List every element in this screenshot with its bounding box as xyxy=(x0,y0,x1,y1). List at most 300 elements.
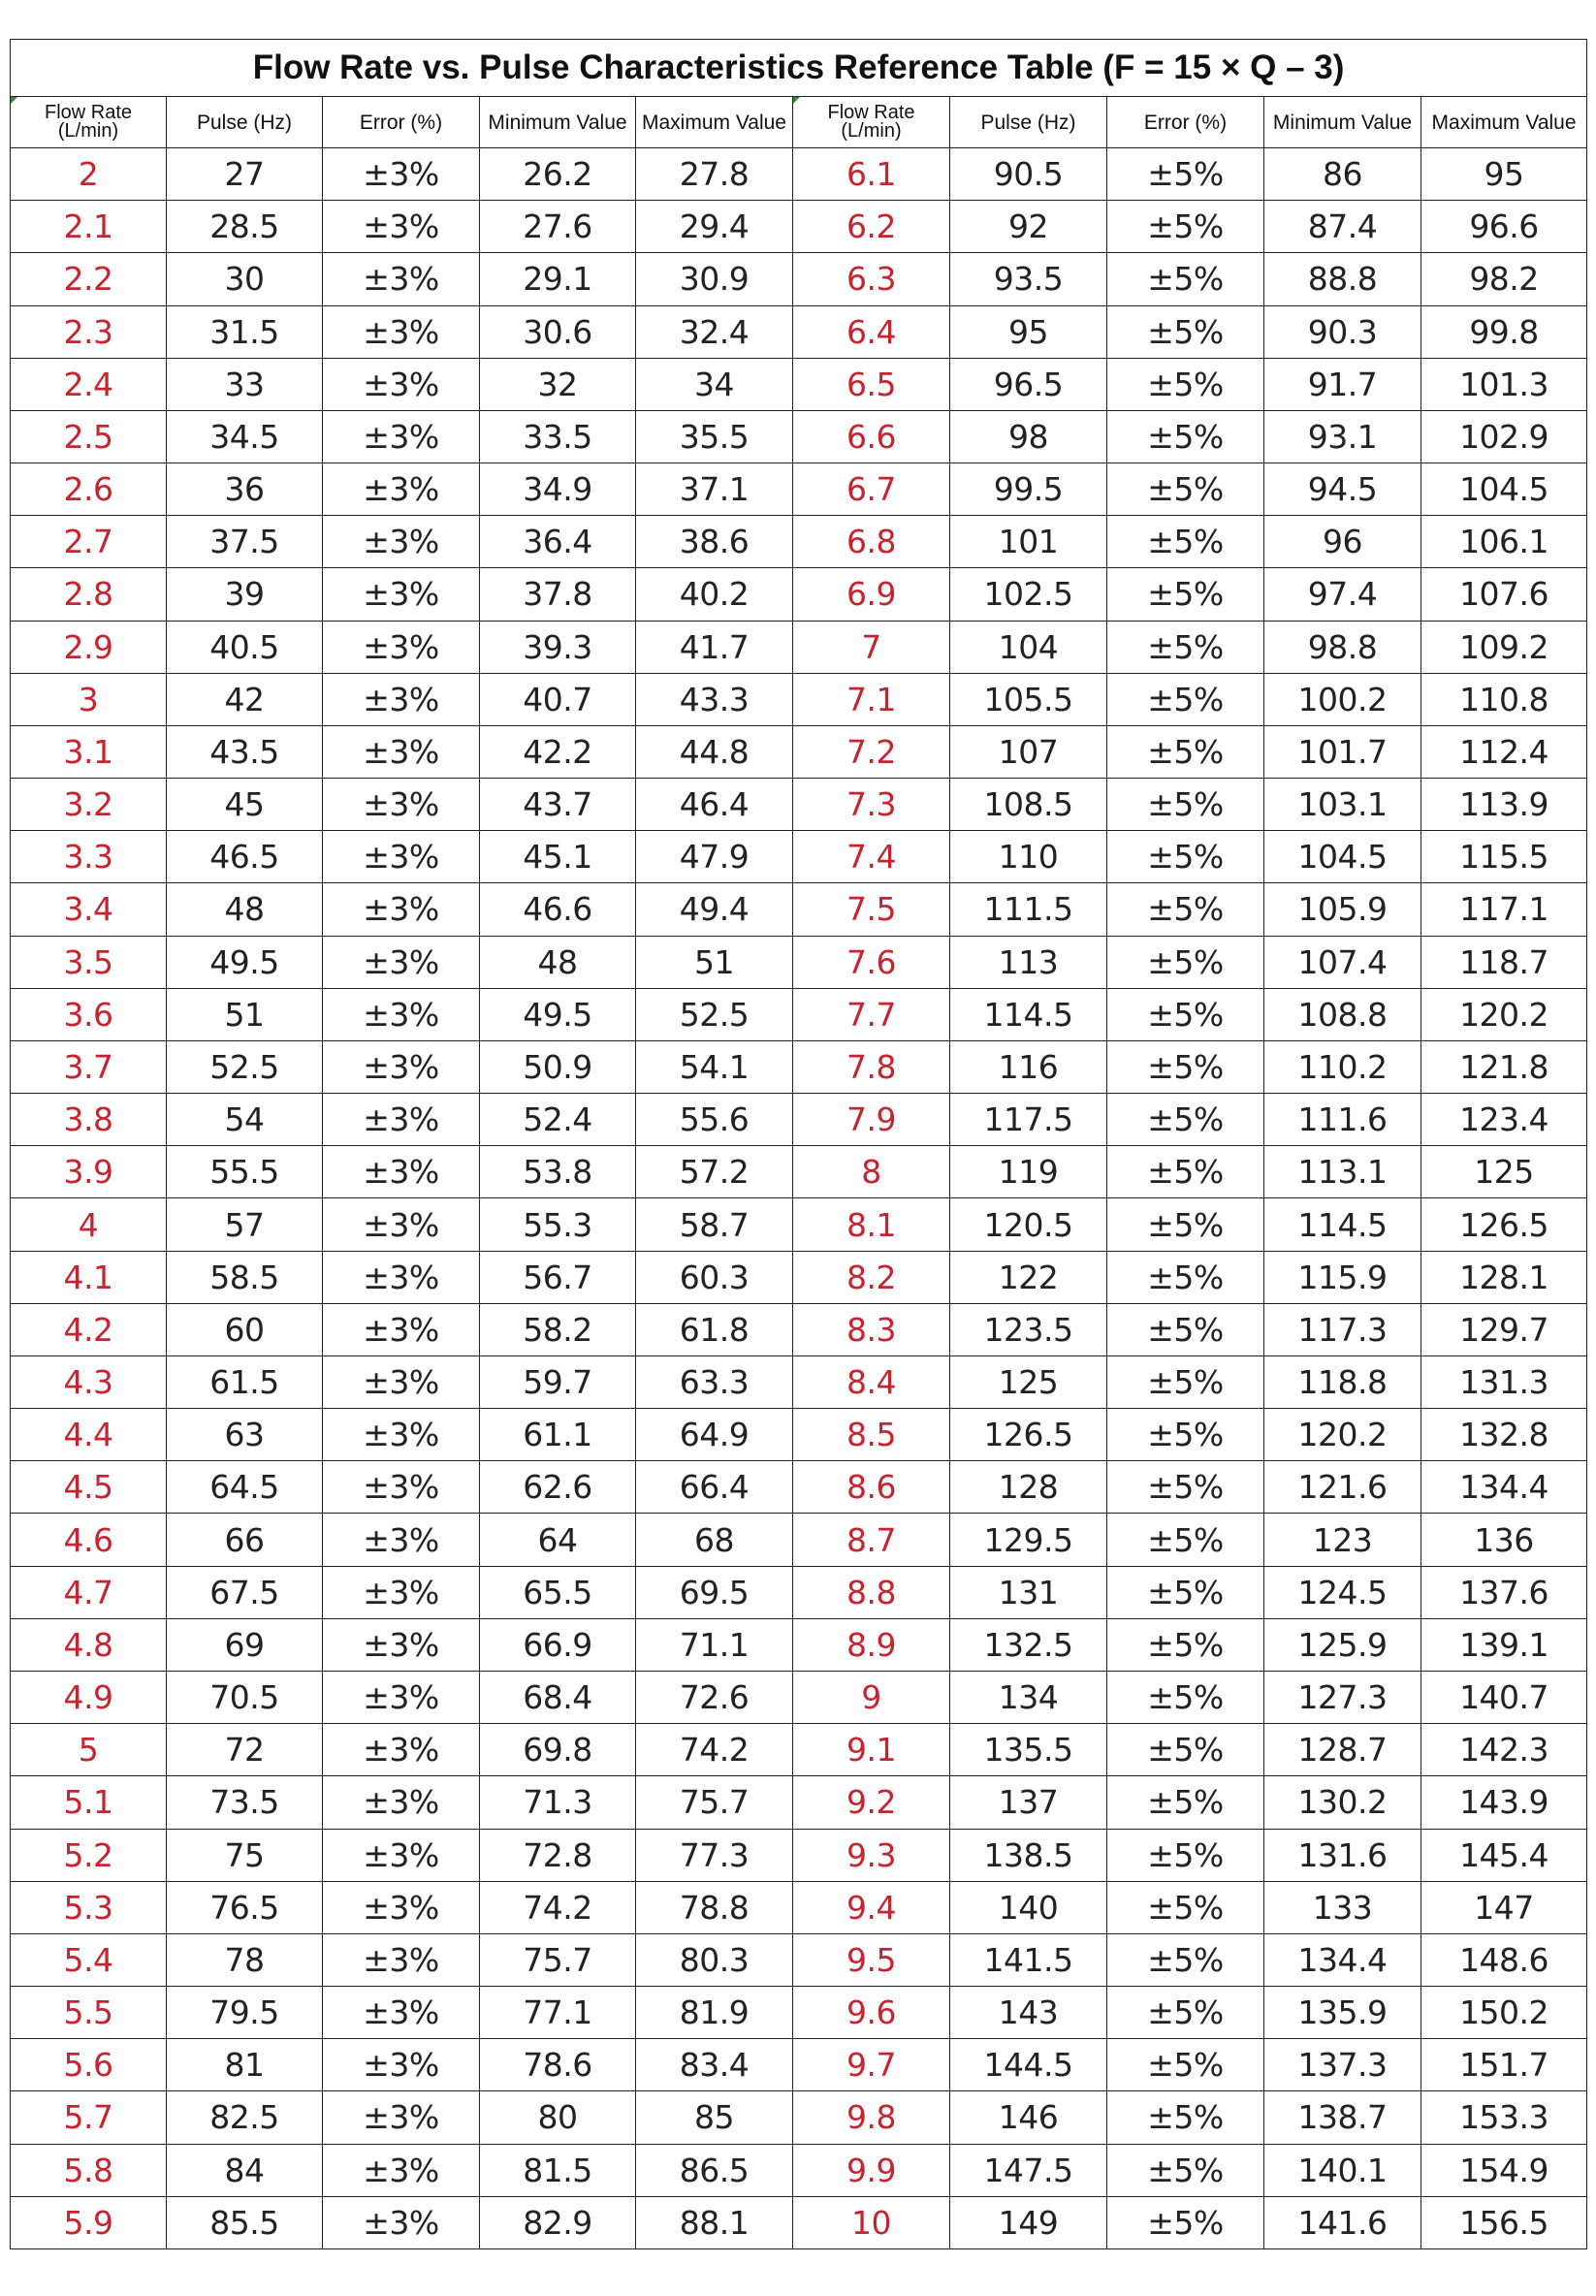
table-row xyxy=(11,1514,1587,1566)
flow-rate-cell-left: 2.9 xyxy=(11,621,167,673)
maximum-cell-left: 72.6 xyxy=(636,1671,793,1723)
flow-rate-cell-right: 10 xyxy=(793,2196,950,2248)
pulse-cell-right: 147.5 xyxy=(950,2144,1107,2196)
pulse-cell-right: 116 xyxy=(950,1040,1107,1093)
maximum-cell-left: 30.9 xyxy=(636,253,793,305)
error-cell-left: ±3% xyxy=(323,621,480,673)
minimum-cell-left: 46.6 xyxy=(480,883,636,936)
minimum-cell-left: 71.3 xyxy=(480,1776,636,1829)
flow-rate-cell-right: 8.4 xyxy=(793,1355,950,1408)
pulse-cell-left: 34.5 xyxy=(167,410,323,462)
maximum-cell-left: 44.8 xyxy=(636,725,793,778)
maximum-cell-left: 68 xyxy=(636,1514,793,1566)
error-cell-left: ±3% xyxy=(323,253,480,305)
error-cell-right: ±5% xyxy=(1107,1146,1264,1198)
minimum-cell-right: 133 xyxy=(1264,1881,1421,1933)
maximum-cell-left: 47.9 xyxy=(636,831,793,883)
error-cell-right: ±5% xyxy=(1107,305,1264,358)
maximum-cell-left: 46.4 xyxy=(636,779,793,831)
minimum-cell-left: 27.6 xyxy=(480,201,636,253)
pulse-cell-right: 135.5 xyxy=(950,1724,1107,1776)
error-cell-left: ±3% xyxy=(323,516,480,568)
maximum-cell-left: 66.4 xyxy=(636,1461,793,1514)
minimum-cell-right: 131.6 xyxy=(1264,1829,1421,1881)
error-cell-right: ±5% xyxy=(1107,568,1264,621)
error-cell-left: ±3% xyxy=(323,1355,480,1408)
pulse-cell-right: 98 xyxy=(950,410,1107,462)
flow-rate-cell-right: 7 xyxy=(793,621,950,673)
error-cell-right: ±5% xyxy=(1107,2144,1264,2196)
maximum-cell-right: 106.1 xyxy=(1421,516,1587,568)
error-cell-right: ±5% xyxy=(1107,936,1264,988)
flow-rate-cell-right: 7.2 xyxy=(793,725,950,778)
pulse-cell-right: 131 xyxy=(950,1566,1107,1618)
flow-rate-cell-right: 8.7 xyxy=(793,1514,950,1566)
minimum-cell-right: 134.4 xyxy=(1264,1933,1421,1986)
header-flow-rate-right: Flow Rate (L/min) xyxy=(793,97,950,148)
maximum-cell-left: 60.3 xyxy=(636,1251,793,1303)
flow-rate-cell-right: 7.4 xyxy=(793,831,950,883)
flow-rate-cell-right: 8.1 xyxy=(793,1198,950,1251)
table-row xyxy=(11,779,1587,831)
pulse-cell-left: 27 xyxy=(167,148,323,201)
maximum-cell-left: 51 xyxy=(636,936,793,988)
maximum-cell-left: 32.4 xyxy=(636,305,793,358)
maximum-cell-right: 129.7 xyxy=(1421,1303,1587,1355)
error-cell-right: ±5% xyxy=(1107,2196,1264,2248)
error-cell-right: ±5% xyxy=(1107,725,1264,778)
minimum-cell-right: 130.2 xyxy=(1264,1776,1421,1829)
maximum-cell-left: 52.5 xyxy=(636,988,793,1040)
error-cell-left: ±3% xyxy=(323,1094,480,1146)
pulse-cell-left: 40.5 xyxy=(167,621,323,673)
maximum-cell-left: 27.8 xyxy=(636,148,793,201)
minimum-cell-left: 48 xyxy=(480,936,636,988)
table-row xyxy=(11,1251,1587,1303)
flow-rate-cell-left: 4 xyxy=(11,1198,167,1251)
error-cell-left: ±3% xyxy=(323,2144,480,2196)
maximum-cell-right: 120.2 xyxy=(1421,988,1587,1040)
table-row xyxy=(11,516,1587,568)
error-cell-left: ±3% xyxy=(323,1409,480,1461)
header-minimum-left: Minimum Value xyxy=(480,97,636,148)
maximum-cell-left: 54.1 xyxy=(636,1040,793,1093)
minimum-cell-right: 127.3 xyxy=(1264,1671,1421,1723)
error-cell-left: ±3% xyxy=(323,201,480,253)
table-row xyxy=(11,831,1587,883)
flow-rate-cell-right: 6.6 xyxy=(793,410,950,462)
pulse-cell-left: 78 xyxy=(167,1933,323,1986)
pulse-cell-right: 126.5 xyxy=(950,1409,1107,1461)
error-cell-right: ±5% xyxy=(1107,463,1264,516)
flow-rate-cell-right: 9.7 xyxy=(793,2039,950,2091)
pulse-cell-right: 141.5 xyxy=(950,1933,1107,1986)
error-cell-left: ±3% xyxy=(323,1829,480,1881)
maximum-cell-right: 110.8 xyxy=(1421,673,1587,725)
minimum-cell-right: 110.2 xyxy=(1264,1040,1421,1093)
minimum-cell-right: 141.6 xyxy=(1264,2196,1421,2248)
maximum-cell-right: 117.1 xyxy=(1421,883,1587,936)
flow-rate-cell-left: 2.4 xyxy=(11,358,167,410)
maximum-cell-left: 71.1 xyxy=(636,1618,793,1671)
flow-rate-cell-left: 4.6 xyxy=(11,1514,167,1566)
error-cell-left: ±3% xyxy=(323,1618,480,1671)
maximum-cell-left: 37.1 xyxy=(636,463,793,516)
flow-rate-cell-left: 4.2 xyxy=(11,1303,167,1355)
error-cell-left: ±3% xyxy=(323,936,480,988)
minimum-cell-right: 114.5 xyxy=(1264,1198,1421,1251)
error-cell-right: ±5% xyxy=(1107,1933,1264,1986)
pulse-cell-right: 129.5 xyxy=(950,1514,1107,1566)
pulse-cell-left: 31.5 xyxy=(167,305,323,358)
minimum-cell-left: 30.6 xyxy=(480,305,636,358)
minimum-cell-right: 103.1 xyxy=(1264,779,1421,831)
error-cell-right: ±5% xyxy=(1107,1198,1264,1251)
maximum-cell-right: 102.9 xyxy=(1421,410,1587,462)
flow-rate-cell-right: 9.6 xyxy=(793,1987,950,2039)
error-cell-left: ±3% xyxy=(323,1776,480,1829)
flow-rate-cell-right: 8.6 xyxy=(793,1461,950,1514)
flow-rate-cell-left: 5 xyxy=(11,1724,167,1776)
table-row xyxy=(11,1355,1587,1408)
error-cell-left: ±3% xyxy=(323,1146,480,1198)
table-row xyxy=(11,725,1587,778)
maximum-cell-right: 99.8 xyxy=(1421,305,1587,358)
error-cell-right: ±5% xyxy=(1107,1040,1264,1093)
minimum-cell-left: 49.5 xyxy=(480,988,636,1040)
table-row xyxy=(11,1724,1587,1776)
minimum-cell-left: 39.3 xyxy=(480,621,636,673)
maximum-cell-left: 88.1 xyxy=(636,2196,793,2248)
table-row xyxy=(11,253,1587,305)
maximum-cell-right: 136 xyxy=(1421,1514,1587,1566)
flow-rate-cell-left: 4.8 xyxy=(11,1618,167,1671)
flow-rate-cell-right: 8 xyxy=(793,1146,950,1198)
error-cell-right: ±5% xyxy=(1107,2039,1264,2091)
error-cell-left: ±3% xyxy=(323,2091,480,2144)
maximum-cell-right: 140.7 xyxy=(1421,1671,1587,1723)
pulse-cell-right: 125 xyxy=(950,1355,1107,1408)
pulse-cell-left: 45 xyxy=(167,779,323,831)
pulse-cell-right: 120.5 xyxy=(950,1198,1107,1251)
flow-rate-cell-right: 6.4 xyxy=(793,305,950,358)
minimum-cell-right: 115.9 xyxy=(1264,1251,1421,1303)
flow-rate-cell-right: 6.9 xyxy=(793,568,950,621)
maximum-cell-left: 34 xyxy=(636,358,793,410)
pulse-cell-right: 146 xyxy=(950,2091,1107,2144)
flow-rate-cell-right: 9.4 xyxy=(793,1881,950,1933)
flow-rate-cell-right: 9.8 xyxy=(793,2091,950,2144)
maximum-cell-right: 131.3 xyxy=(1421,1355,1587,1408)
maximum-cell-right: 109.2 xyxy=(1421,621,1587,673)
minimum-cell-left: 56.7 xyxy=(480,1251,636,1303)
flow-rate-cell-left: 3.6 xyxy=(11,988,167,1040)
table-title: Flow Rate vs. Pulse Characteristics Reference Table (F = 15 × Q – 3) xyxy=(11,40,1587,97)
maximum-cell-left: 58.7 xyxy=(636,1198,793,1251)
minimum-cell-right: 120.2 xyxy=(1264,1409,1421,1461)
flow-rate-cell-right: 8.2 xyxy=(793,1251,950,1303)
pulse-cell-left: 39 xyxy=(167,568,323,621)
reference-table xyxy=(10,39,1587,2249)
table-row xyxy=(11,568,1587,621)
flow-rate-cell-left: 3.9 xyxy=(11,1146,167,1198)
minimum-cell-left: 32 xyxy=(480,358,636,410)
pulse-cell-left: 55.5 xyxy=(167,1146,323,1198)
pulse-cell-left: 67.5 xyxy=(167,1566,323,1618)
error-cell-right: ±5% xyxy=(1107,410,1264,462)
error-cell-right: ±5% xyxy=(1107,148,1264,201)
minimum-cell-left: 64 xyxy=(480,1514,636,1566)
table-row xyxy=(11,1094,1587,1146)
maximum-cell-right: 145.4 xyxy=(1421,1829,1587,1881)
error-cell-right: ±5% xyxy=(1107,779,1264,831)
minimum-cell-left: 34.9 xyxy=(480,463,636,516)
maximum-cell-left: 78.8 xyxy=(636,1881,793,1933)
pulse-cell-right: 119 xyxy=(950,1146,1107,1198)
header-error-left: Error (%) xyxy=(323,97,480,148)
flow-rate-cell-left: 3.8 xyxy=(11,1094,167,1146)
flow-rate-cell-left: 5.6 xyxy=(11,2039,167,2091)
pulse-cell-right: 96.5 xyxy=(950,358,1107,410)
error-cell-right: ±5% xyxy=(1107,1514,1264,1566)
maximum-cell-left: 40.2 xyxy=(636,568,793,621)
error-cell-right: ±5% xyxy=(1107,988,1264,1040)
table-row xyxy=(11,988,1587,1040)
flow-rate-cell-right: 9.1 xyxy=(793,1724,950,1776)
flow-rate-cell-right: 8.8 xyxy=(793,1566,950,1618)
minimum-cell-left: 82.9 xyxy=(480,2196,636,2248)
flow-rate-cell-left: 5.1 xyxy=(11,1776,167,1829)
pulse-cell-right: 128 xyxy=(950,1461,1107,1514)
error-cell-left: ±3% xyxy=(323,148,480,201)
table-row xyxy=(11,621,1587,673)
minimum-cell-right: 117.3 xyxy=(1264,1303,1421,1355)
maximum-cell-left: 41.7 xyxy=(636,621,793,673)
maximum-cell-right: 143.9 xyxy=(1421,1776,1587,1829)
maximum-cell-right: 115.5 xyxy=(1421,831,1587,883)
maximum-cell-right: 142.3 xyxy=(1421,1724,1587,1776)
pulse-cell-right: 134 xyxy=(950,1671,1107,1723)
pulse-cell-left: 30 xyxy=(167,253,323,305)
minimum-cell-left: 26.2 xyxy=(480,148,636,201)
flow-rate-cell-right: 7.8 xyxy=(793,1040,950,1093)
table-row xyxy=(11,1461,1587,1514)
maximum-cell-left: 86.5 xyxy=(636,2144,793,2196)
table-row xyxy=(11,1671,1587,1723)
flow-rate-cell-right: 7.1 xyxy=(793,673,950,725)
error-cell-right: ±5% xyxy=(1107,1566,1264,1618)
maximum-cell-right: 154.9 xyxy=(1421,2144,1587,2196)
error-cell-left: ±3% xyxy=(323,568,480,621)
pulse-cell-left: 66 xyxy=(167,1514,323,1566)
error-cell-left: ±3% xyxy=(323,1671,480,1723)
minimum-cell-left: 42.2 xyxy=(480,725,636,778)
pulse-cell-left: 73.5 xyxy=(167,1776,323,1829)
flow-rate-cell-right: 8.9 xyxy=(793,1618,950,1671)
pulse-cell-left: 81 xyxy=(167,2039,323,2091)
table-row xyxy=(11,1776,1587,1829)
table-row xyxy=(11,2091,1587,2144)
flow-rate-cell-right: 8.5 xyxy=(793,1409,950,1461)
error-cell-left: ±3% xyxy=(323,463,480,516)
flow-rate-cell-right: 6.8 xyxy=(793,516,950,568)
error-cell-left: ±3% xyxy=(323,1461,480,1514)
maximum-cell-left: 74.2 xyxy=(636,1724,793,1776)
table-row xyxy=(11,410,1587,462)
table-row xyxy=(11,1618,1587,1671)
table-row xyxy=(11,463,1587,516)
maximum-cell-right: 96.6 xyxy=(1421,201,1587,253)
error-cell-right: ±5% xyxy=(1107,201,1264,253)
flow-rate-cell-left: 5.7 xyxy=(11,2091,167,2144)
flow-rate-cell-right: 6.1 xyxy=(793,148,950,201)
table-row xyxy=(11,148,1587,201)
table-row xyxy=(11,1198,1587,1251)
minimum-cell-right: 138.7 xyxy=(1264,2091,1421,2144)
maximum-cell-right: 134.4 xyxy=(1421,1461,1587,1514)
minimum-cell-left: 50.9 xyxy=(480,1040,636,1093)
minimum-cell-left: 69.8 xyxy=(480,1724,636,1776)
minimum-cell-right: 111.6 xyxy=(1264,1094,1421,1146)
maximum-cell-right: 151.7 xyxy=(1421,2039,1587,2091)
pulse-cell-left: 61.5 xyxy=(167,1355,323,1408)
maximum-cell-right: 107.6 xyxy=(1421,568,1587,621)
pulse-cell-left: 69 xyxy=(167,1618,323,1671)
maximum-cell-right: 153.3 xyxy=(1421,2091,1587,2144)
error-cell-right: ±5% xyxy=(1107,621,1264,673)
pulse-cell-left: 70.5 xyxy=(167,1671,323,1723)
error-cell-right: ±5% xyxy=(1107,253,1264,305)
error-cell-right: ±5% xyxy=(1107,1881,1264,1933)
pulse-cell-left: 43.5 xyxy=(167,725,323,778)
error-cell-right: ±5% xyxy=(1107,1829,1264,1881)
flow-rate-cell-left: 4.5 xyxy=(11,1461,167,1514)
maximum-cell-left: 57.2 xyxy=(636,1146,793,1198)
maximum-cell-left: 49.4 xyxy=(636,883,793,936)
pulse-cell-right: 104 xyxy=(950,621,1107,673)
minimum-cell-right: 104.5 xyxy=(1264,831,1421,883)
minimum-cell-right: 123 xyxy=(1264,1514,1421,1566)
flow-rate-cell-right: 7.6 xyxy=(793,936,950,988)
table-row xyxy=(11,673,1587,725)
maximum-cell-left: 80.3 xyxy=(636,1933,793,1986)
minimum-cell-right: 107.4 xyxy=(1264,936,1421,988)
pulse-cell-left: 37.5 xyxy=(167,516,323,568)
pulse-cell-left: 51 xyxy=(167,988,323,1040)
flow-rate-cell-left: 4.1 xyxy=(11,1251,167,1303)
minimum-cell-right: 128.7 xyxy=(1264,1724,1421,1776)
pulse-cell-left: 82.5 xyxy=(167,2091,323,2144)
minimum-cell-right: 105.9 xyxy=(1264,883,1421,936)
error-cell-left: ±3% xyxy=(323,1303,480,1355)
error-cell-right: ±5% xyxy=(1107,1776,1264,1829)
minimum-cell-left: 81.5 xyxy=(480,2144,636,2196)
pulse-cell-right: 111.5 xyxy=(950,883,1107,936)
flow-rate-cell-left: 3.2 xyxy=(11,779,167,831)
maximum-cell-left: 64.9 xyxy=(636,1409,793,1461)
table-row xyxy=(11,1146,1587,1198)
maximum-cell-right: 148.6 xyxy=(1421,1933,1587,1986)
minimum-cell-right: 124.5 xyxy=(1264,1566,1421,1618)
error-cell-right: ±5% xyxy=(1107,831,1264,883)
maximum-cell-right: 123.4 xyxy=(1421,1094,1587,1146)
flow-rate-cell-right: 7.9 xyxy=(793,1094,950,1146)
table-row xyxy=(11,1881,1587,1933)
header-minimum-right: Minimum Value xyxy=(1264,97,1421,148)
pulse-cell-left: 75 xyxy=(167,1829,323,1881)
error-cell-left: ±3% xyxy=(323,883,480,936)
maximum-cell-right: 150.2 xyxy=(1421,1987,1587,2039)
pulse-cell-right: 107 xyxy=(950,725,1107,778)
pulse-cell-left: 85.5 xyxy=(167,2196,323,2248)
error-cell-left: ±3% xyxy=(323,1881,480,1933)
minimum-cell-right: 98.8 xyxy=(1264,621,1421,673)
pulse-cell-right: 101 xyxy=(950,516,1107,568)
minimum-cell-left: 29.1 xyxy=(480,253,636,305)
pulse-cell-left: 28.5 xyxy=(167,201,323,253)
pulse-cell-right: 144.5 xyxy=(950,2039,1107,2091)
flow-rate-cell-left: 5.8 xyxy=(11,2144,167,2196)
pulse-cell-left: 57 xyxy=(167,1198,323,1251)
flow-rate-cell-left: 5.2 xyxy=(11,1829,167,1881)
maximum-cell-right: 121.8 xyxy=(1421,1040,1587,1093)
minimum-cell-right: 140.1 xyxy=(1264,2144,1421,2196)
minimum-cell-left: 43.7 xyxy=(480,779,636,831)
error-cell-right: ±5% xyxy=(1107,883,1264,936)
minimum-cell-left: 75.7 xyxy=(480,1933,636,1986)
error-cell-right: ±5% xyxy=(1107,1724,1264,1776)
error-cell-left: ±3% xyxy=(323,1514,480,1566)
minimum-cell-right: 108.8 xyxy=(1264,988,1421,1040)
error-cell-right: ±5% xyxy=(1107,358,1264,410)
error-cell-left: ±3% xyxy=(323,988,480,1040)
error-cell-right: ±5% xyxy=(1107,673,1264,725)
table-row xyxy=(11,1409,1587,1461)
minimum-cell-right: 90.3 xyxy=(1264,305,1421,358)
table-row xyxy=(11,201,1587,253)
flow-rate-cell-left: 2.2 xyxy=(11,253,167,305)
maximum-cell-left: 75.7 xyxy=(636,1776,793,1829)
table-row xyxy=(11,305,1587,358)
error-cell-left: ±3% xyxy=(323,1987,480,2039)
maximum-cell-right: 98.2 xyxy=(1421,253,1587,305)
error-cell-left: ±3% xyxy=(323,1198,480,1251)
pulse-cell-right: 137 xyxy=(950,1776,1107,1829)
pulse-cell-right: 114.5 xyxy=(950,988,1107,1040)
error-cell-right: ±5% xyxy=(1107,1303,1264,1355)
error-cell-left: ±3% xyxy=(323,831,480,883)
minimum-cell-left: 66.9 xyxy=(480,1618,636,1671)
maximum-cell-left: 69.5 xyxy=(636,1566,793,1618)
maximum-cell-left: 38.6 xyxy=(636,516,793,568)
flow-rate-cell-right: 9.3 xyxy=(793,1829,950,1881)
maximum-cell-right: 126.5 xyxy=(1421,1198,1587,1251)
minimum-cell-left: 62.6 xyxy=(480,1461,636,1514)
minimum-cell-right: 88.8 xyxy=(1264,253,1421,305)
minimum-cell-left: 65.5 xyxy=(480,1566,636,1618)
flow-rate-cell-left: 3.1 xyxy=(11,725,167,778)
pulse-cell-right: 122 xyxy=(950,1251,1107,1303)
minimum-cell-left: 36.4 xyxy=(480,516,636,568)
minimum-cell-right: 100.2 xyxy=(1264,673,1421,725)
table-row xyxy=(11,1987,1587,2039)
minimum-cell-left: 37.8 xyxy=(480,568,636,621)
flow-rate-cell-left: 3.4 xyxy=(11,883,167,936)
maximum-cell-left: 63.3 xyxy=(636,1355,793,1408)
pulse-cell-left: 48 xyxy=(167,883,323,936)
table-row xyxy=(11,2144,1587,2196)
flow-rate-cell-right: 6.7 xyxy=(793,463,950,516)
